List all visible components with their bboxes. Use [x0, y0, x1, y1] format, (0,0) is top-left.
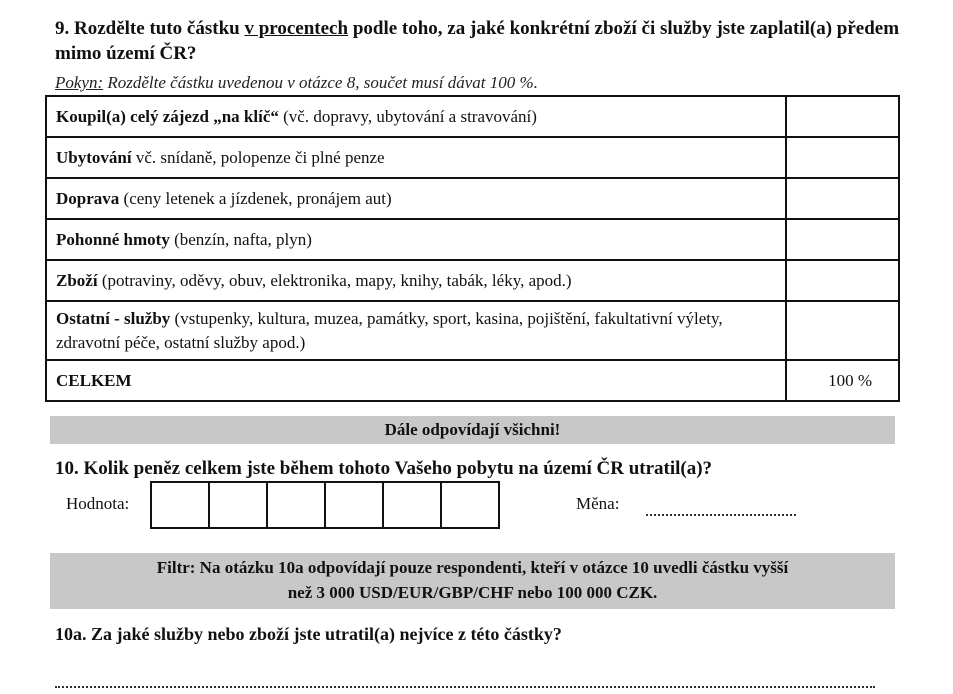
total-value: 100 %	[786, 360, 899, 401]
value-input-boxes	[150, 481, 500, 529]
row-label: Zboží (potraviny, oděvy, obuv, elektronika, mapy, knihy, tabák, léky, apod.)	[46, 260, 786, 301]
currency-input-line[interactable]	[646, 506, 796, 516]
question-9-title	[55, 16, 915, 66]
row-label: Pohonné hmoty (benzín, nafta, plyn)	[46, 219, 786, 260]
digit-box[interactable]	[150, 481, 210, 529]
percent-input-cell[interactable]	[786, 219, 899, 260]
question-9-title-underlined: v procentech	[244, 18, 349, 39]
total-row	[46, 360, 899, 401]
filter-banner-line-2: než 3 000 USD/EUR/GBP/CHF nebo 100 000 CZK.	[287, 583, 658, 602]
table-row	[46, 260, 899, 301]
row-label: Ostatní - služby (vstupenky, kultura, muzea, památky, sport, kasina, pojištění, fakultativní výlety, zdravotní péče, ostatní služby apod.)	[46, 301, 786, 360]
hint-text: Rozdělte částku uvedenou v otázce 8, součet musí dávat 100 %.	[103, 73, 538, 92]
percent-input-cell[interactable]	[786, 96, 899, 137]
percent-input-cell[interactable]	[786, 178, 899, 219]
question-9-title-suffix: podle toho, za jaké konkrétní zboží či služby jste zaplatil(a) předem mimo území ČR?	[55, 18, 900, 64]
table-row	[46, 178, 899, 219]
instruction-banner: Dále odpovídají všichni!	[50, 416, 895, 444]
percent-input-cell[interactable]	[786, 137, 899, 178]
value-label: Hodnota:	[66, 494, 130, 513]
question-9-hint	[55, 72, 538, 94]
table-row	[46, 96, 899, 137]
hint-label: Pokyn:	[55, 73, 104, 92]
currency-label: Měna:	[576, 494, 620, 513]
digit-box[interactable]	[324, 481, 384, 529]
row-label: Koupil(a) celý zájezd „na klíč“ (vč. dopravy, ubytování a stravování)	[46, 96, 786, 137]
table-row	[46, 137, 899, 178]
table-row	[46, 301, 899, 360]
spending-breakdown-table	[45, 95, 900, 402]
digit-box[interactable]	[208, 481, 268, 529]
question-9-title-prefix: 9. Rozdělte tuto částku	[55, 18, 245, 39]
total-label: CELKEM	[46, 360, 786, 401]
answer-input-line[interactable]	[55, 680, 875, 688]
question-10a-title: 10a. Za jaké služby nebo zboží jste utratil(a) nejvíce z této částky?	[55, 624, 562, 644]
filter-banner-line-1: Filtr: Na otázku 10a odpovídají pouze respondenti, kteří v otázce 10 uvedli částku vyšší	[156, 558, 789, 577]
row-label: Doprava (ceny letenek a jízdenek, pronájem aut)	[46, 178, 786, 219]
digit-box[interactable]	[440, 481, 500, 529]
digit-box[interactable]	[382, 481, 442, 529]
question-10-title: 10. Kolik peněz celkem jste během tohoto Vašeho pobytu na území ČR utratil(a)?	[55, 458, 713, 479]
row-label: Ubytování vč. snídaně, polopenze či plné penze	[46, 137, 786, 178]
filter-banner	[50, 553, 895, 609]
percent-input-cell[interactable]	[786, 260, 899, 301]
digit-box[interactable]	[266, 481, 326, 529]
percent-input-cell[interactable]	[786, 301, 899, 360]
table-row	[46, 219, 899, 260]
